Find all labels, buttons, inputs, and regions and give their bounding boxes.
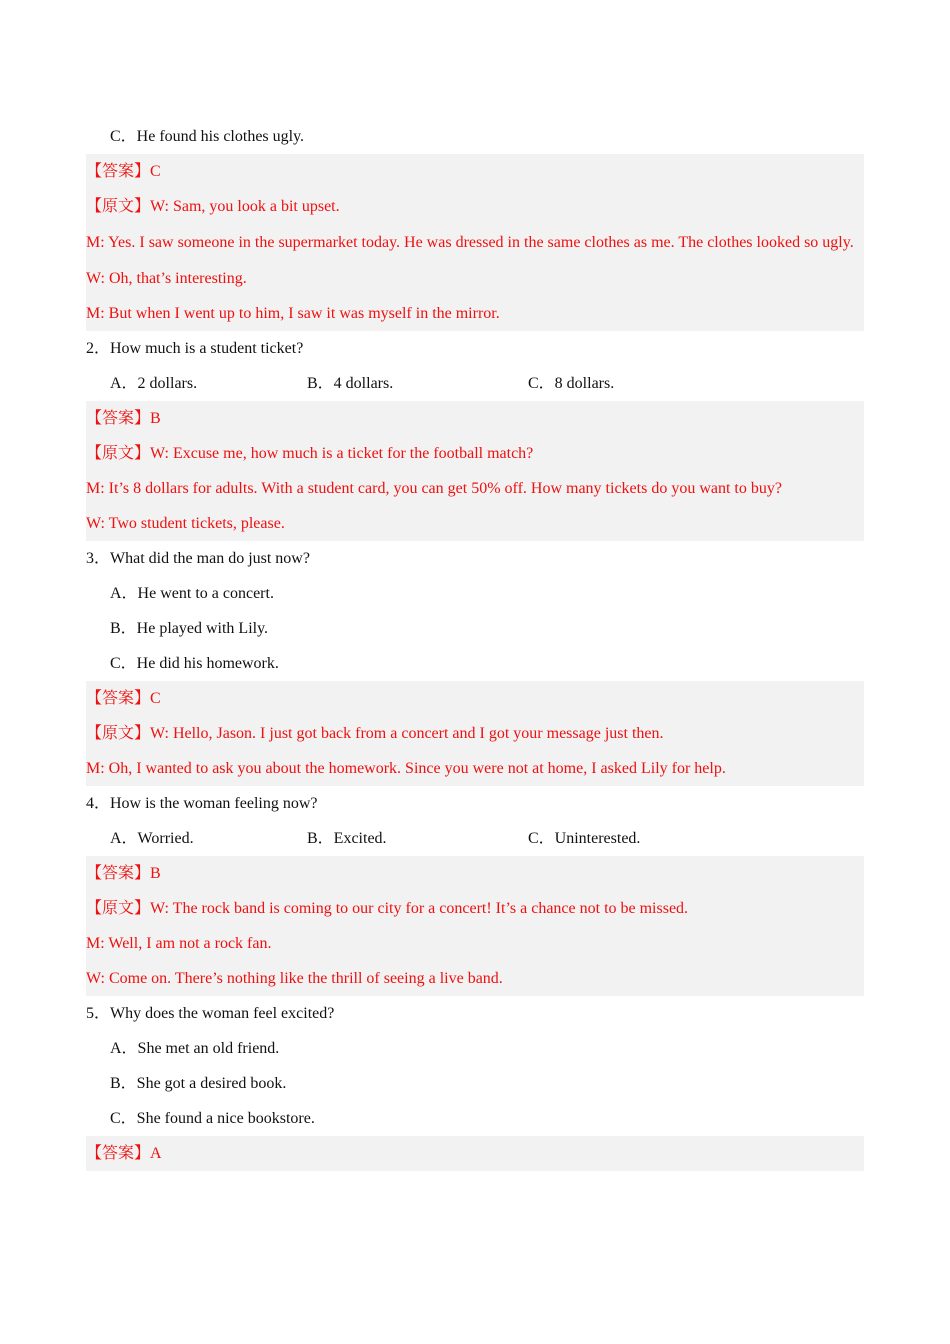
q2-option-a: A．2 dollars.: [110, 375, 198, 392]
q5-answer-block: [86, 1136, 864, 1171]
q2-option-b: B．4 dollars.: [307, 375, 394, 392]
q4-option-b: B．Excited.: [307, 830, 387, 847]
q4-options: [86, 821, 864, 856]
q2-option-c: C．8 dollars.: [528, 375, 615, 392]
q4-transcript-line: 【原文】W: The rock band is coming to our city for a concert! It’s a chance not to be missed.: [86, 900, 689, 917]
q4-question: 4．How is the woman feeling now?: [86, 795, 318, 812]
q2-question: 2．How much is a student ticket?: [86, 340, 304, 357]
q4-option-c: C．Uninterested.: [528, 830, 641, 847]
q2-answer-block: [86, 401, 864, 541]
q4-answer-block: [86, 856, 864, 996]
document-page: [86, 119, 864, 1171]
q5-answer: 【答案】A: [86, 1145, 162, 1162]
q1-answer: 【答案】C: [86, 163, 161, 180]
q1-transcript-line: M: Yes. I saw someone in the supermarket today. He was dressed in the same clothes as me. The clothes looked so ugly.: [86, 234, 854, 251]
q1-transcript-line: M: But when I went up to him, I saw it was myself in the mirror.: [86, 305, 500, 322]
q5-question: 5．Why does the woman feel excited?: [86, 1005, 335, 1022]
q2-answer: 【答案】B: [86, 410, 161, 427]
q5-option-c: C．She found a nice bookstore.: [110, 1110, 315, 1127]
q2-transcript-line: W: Two student tickets, please.: [86, 515, 285, 532]
q3-transcript-line: 【原文】W: Hello, Jason. I just got back from a concert and I got your message just then.: [86, 725, 664, 742]
q3-answer-block: [86, 681, 864, 786]
q3-answer: 【答案】C: [86, 690, 161, 707]
q2-transcript-line: 【原文】W: Excuse me, how much is a ticket for the football match?: [86, 445, 534, 462]
q1-transcript-line: 【原文】W: Sam, you look a bit upset.: [86, 198, 340, 215]
q5-option-b: B．She got a desired book.: [110, 1075, 287, 1092]
q5-option-a: A．She met an old friend.: [110, 1040, 280, 1057]
q1-answer-block: [86, 154, 864, 331]
q2-transcript-line: M: It’s 8 dollars for adults. With a student card, you can get 50% off. How many tickets do you want to buy?: [86, 480, 782, 497]
q1-transcript-line: W: Oh, that’s interesting.: [86, 270, 247, 287]
q3-option-a: A．He went to a concert.: [110, 585, 274, 602]
q4-transcript-line: M: Well, I am not a rock fan.: [86, 935, 272, 952]
q1-option-c: C．He found his clothes ugly.: [110, 128, 305, 145]
q3-transcript-line: M: Oh, I wanted to ask you about the homework. Since you were not at home, I asked Lily for help.: [86, 760, 726, 777]
q4-answer: 【答案】B: [86, 865, 161, 882]
q4-transcript-line: W: Come on. There’s nothing like the thrill of seeing a live band.: [86, 970, 503, 987]
q4-option-a: A．Worried.: [110, 830, 194, 847]
q2-options: [86, 366, 864, 401]
q3-question: 3．What did the man do just now?: [86, 550, 310, 567]
q3-option-c: C．He did his homework.: [110, 655, 279, 672]
q3-option-b: B．He played with Lily.: [110, 620, 269, 637]
